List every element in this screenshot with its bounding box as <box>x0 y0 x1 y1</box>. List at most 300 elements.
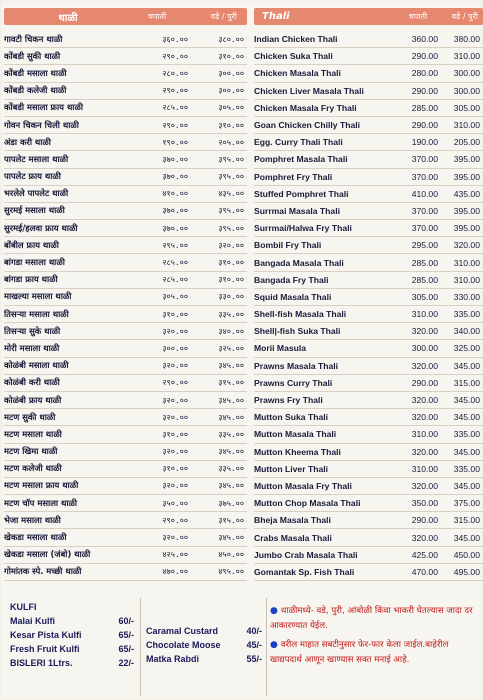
chapati-price: ३०५.०० <box>162 292 188 302</box>
chapati-price: 280.00 <box>411 68 438 79</box>
chapati-price: ४७०.०० <box>162 567 188 577</box>
vade-puri-price: ३९५.०० <box>218 223 244 233</box>
menu-row <box>254 203 483 220</box>
item-name: Mutton Kheema Thali <box>254 446 341 457</box>
item-name: भेजा मसाला थाळी <box>4 514 61 525</box>
menu-row <box>254 495 483 512</box>
menu-row <box>4 495 247 512</box>
vade-puri-price: 310.00 <box>453 274 480 285</box>
vade-puri-price: 305.00 <box>453 102 480 113</box>
item-name: कोंबडी कलेजी थाळी <box>4 85 67 96</box>
chapati-price: २९०.०० <box>162 51 188 61</box>
menu-row <box>254 48 483 65</box>
item-name: Shell-fish Masala Thali <box>254 309 347 320</box>
dessert-row <box>146 624 262 638</box>
chapati-price: 320.00 <box>411 326 438 337</box>
menu-row <box>254 323 483 340</box>
vade-puri-price: ३४५.०० <box>218 412 244 422</box>
chapati-price: 310.00 <box>411 463 438 474</box>
vade-puri-price: ३००.०० <box>218 86 244 96</box>
chapati-price: 470.00 <box>411 566 438 577</box>
item-name: Pomphret Fry Thali <box>254 171 333 182</box>
vade-puri-price: 380.00 <box>453 34 480 45</box>
item-name: Squid Masala Thali <box>254 291 332 302</box>
item-price: 65/- <box>118 644 134 654</box>
vade-puri-price: 395.00 <box>453 223 480 234</box>
item-price: 45/- <box>246 640 262 650</box>
vade-puri-price: ३१०.०० <box>218 258 244 268</box>
item-name: Chocolate Moose <box>146 640 221 650</box>
item-price: 55/- <box>246 654 262 664</box>
menu-row <box>4 392 247 409</box>
menu-row <box>254 220 483 237</box>
item-name: Prawns Fry Thali <box>254 395 323 406</box>
vade-puri-price: 335.00 <box>453 463 480 474</box>
chapati-price: ३००.०० <box>162 343 188 353</box>
chapati-price: 350.00 <box>411 498 438 509</box>
menu-row <box>4 117 247 134</box>
item-name: Bangada Fry Thali <box>254 274 329 285</box>
marathi-header-chapati: चपाती <box>147 12 167 21</box>
menu-row <box>254 237 483 254</box>
item-name: सुरमई/हलवा फ्राय थाळी <box>4 222 78 233</box>
vade-puri-price: 205.00 <box>453 137 480 148</box>
footer-section <box>4 598 483 698</box>
item-name: Egg. Curry Thali Thali <box>254 137 343 148</box>
vade-puri-price: ३३५.०० <box>218 309 244 319</box>
menu-row <box>4 529 247 546</box>
vade-puri-price: 310.00 <box>453 120 480 131</box>
chapati-price: ३१०.०० <box>162 429 188 439</box>
vade-puri-price: ३४५.०० <box>218 533 244 543</box>
dessert-row <box>146 638 262 652</box>
chapati-price: १९०.०० <box>162 137 188 147</box>
item-name: Bheja Masala Thali <box>254 515 331 526</box>
item-name: Prawns Masala Thali <box>254 360 339 371</box>
menu-row <box>4 169 247 186</box>
dessert-row <box>146 652 262 666</box>
item-name: Stuffed Pomphret Thali <box>254 188 349 199</box>
menu-row <box>4 426 247 443</box>
note-item <box>270 604 480 634</box>
menu-row <box>254 134 483 151</box>
vade-puri-price: 335.00 <box>453 309 480 320</box>
vade-puri-price: 340.00 <box>453 326 480 337</box>
vade-puri-price: 300.00 <box>453 85 480 96</box>
english-header <box>254 8 483 25</box>
chapati-price: 370.00 <box>411 154 438 165</box>
kulfi-row <box>10 628 134 642</box>
item-name: बांगडा मसाला थाळी <box>4 257 65 268</box>
kulfi-list <box>10 614 134 670</box>
vade-puri-price: 435.00 <box>453 188 480 199</box>
notes-section <box>270 604 480 672</box>
menu-row <box>4 48 247 65</box>
vade-puri-price: 300.00 <box>453 68 480 79</box>
chapati-price: 285.00 <box>411 257 438 268</box>
menu-row <box>254 272 483 289</box>
vade-puri-price: 395.00 <box>453 205 480 216</box>
item-name: कोंबडी मसाला थाळी <box>4 67 67 78</box>
chapati-price: 410.00 <box>411 188 438 199</box>
chapati-price: 295.00 <box>411 240 438 251</box>
vade-puri-price: ३३५.०० <box>218 429 244 439</box>
item-name: खेकडा मसाला (जंबो) थाळी <box>4 549 91 560</box>
english-header-chapati: चपाती <box>408 12 428 21</box>
chapati-price: 190.00 <box>411 137 438 148</box>
vade-puri-price: ३२०.०० <box>218 240 244 250</box>
item-name: Kesar Pista Kulfi <box>10 630 82 640</box>
item-name: Goan Chicken Chilly Thali <box>254 120 361 131</box>
item-name: Bombil Fry Thali <box>254 240 322 251</box>
menu-row <box>254 426 483 443</box>
menu-row <box>4 306 247 323</box>
marathi-thali-list <box>4 31 247 581</box>
item-price: 40/- <box>246 626 262 636</box>
chapati-price: ३७०.०० <box>162 206 188 216</box>
menu-row <box>4 547 247 564</box>
item-name: मटण चॉप मसाला थाळी <box>4 497 78 508</box>
item-name: तिसऱ्या मसाला थाळी <box>4 308 69 319</box>
marathi-header <box>4 8 247 25</box>
dessert-list <box>146 624 262 666</box>
english-header-title: Thali <box>262 11 290 22</box>
menu-row <box>254 529 483 546</box>
item-name: Gomantak Sp. Fish Thali <box>254 566 355 577</box>
vade-puri-price: 345.00 <box>453 446 480 457</box>
menu-row <box>4 83 247 100</box>
vade-puri-price: ३९५.०० <box>218 154 244 164</box>
menu-row <box>4 564 247 581</box>
item-name: मोरी मसाला थाळी <box>4 342 60 353</box>
chapati-price: 370.00 <box>411 171 438 182</box>
chapati-price: ३२०.०० <box>162 533 188 543</box>
vade-puri-price: ३३५.०० <box>218 464 244 474</box>
menu-row <box>254 100 483 117</box>
menu-page <box>2 2 481 698</box>
item-name: Bangada Masala Thali <box>254 257 344 268</box>
vade-puri-price: २०५.०० <box>218 137 244 147</box>
item-name: Mutton Masala Thali <box>254 429 337 440</box>
chapati-price: 290.00 <box>411 120 438 131</box>
chapati-price: ३२०.०० <box>162 481 188 491</box>
item-name: भरलेले पापलेट थाळी <box>4 188 69 199</box>
item-name: गावटी चिकन थाळी <box>4 33 63 44</box>
item-name: Fresh Fruit Kulfi <box>10 644 80 654</box>
vade-puri-price: ३२५.०० <box>218 343 244 353</box>
vade-puri-price: 375.00 <box>453 498 480 509</box>
vade-puri-price: ३४०.०० <box>218 326 244 336</box>
menu-row <box>4 65 247 82</box>
chapati-price: २९०.०० <box>162 515 188 525</box>
item-name: Pomphret Masala Thali <box>254 154 348 165</box>
item-name: मटण खिमा थाळी <box>4 446 58 457</box>
bullet-icon: ● <box>270 606 278 616</box>
vade-puri-price: ३०५.०० <box>218 103 244 113</box>
chapati-price: ३७०.०० <box>162 172 188 182</box>
menu-row <box>4 323 247 340</box>
vade-puri-price: 315.00 <box>453 377 480 388</box>
item-name: मटण मसाला थाळी <box>4 428 62 439</box>
chapati-price: 320.00 <box>411 412 438 423</box>
menu-row <box>4 254 247 271</box>
note-text: थाळीमध्ये- वडे, पुरी, आंबोळी किंवा भाकरी घेतल्यास जादा दर आकारण्यात येईल. <box>270 606 473 631</box>
menu-row <box>254 254 483 271</box>
chapati-price: ३२०.०० <box>162 361 188 371</box>
menu-row <box>254 65 483 82</box>
menu-row <box>4 340 247 357</box>
chapati-price: ३६०.०० <box>162 34 188 44</box>
menu-row <box>4 272 247 289</box>
menu-row <box>4 31 247 48</box>
menu-row <box>4 461 247 478</box>
kulfi-section <box>10 602 134 670</box>
item-name: बोंबील फ्राय थाळी <box>4 239 59 250</box>
item-name: Chicken Suka Thali <box>254 51 333 62</box>
vade-puri-price: ३४५.०० <box>218 481 244 491</box>
item-name: सुरमई मसाला थाळी <box>4 205 65 216</box>
chapati-price: 320.00 <box>411 360 438 371</box>
item-name: Mutton Liver Thali <box>254 463 328 474</box>
item-name: मटण कलेजी थाळी <box>4 463 62 474</box>
menu-row <box>4 478 247 495</box>
item-name: मटण सुकी थाळी <box>4 411 56 422</box>
item-name: कोळंबी करी थाळी <box>4 377 60 388</box>
vade-puri-price: 335.00 <box>453 429 480 440</box>
chapati-price: ३१०.०० <box>162 309 188 319</box>
chapati-price: २८०.०० <box>162 68 188 78</box>
item-name: कोंबडी सुकी थाळी <box>4 50 61 61</box>
item-name: Malai Kulfi <box>10 616 56 626</box>
marathi-header-title: थाळी <box>58 12 78 24</box>
menu-row <box>254 117 483 134</box>
item-name: Chicken Masala Fry Thali <box>254 102 357 113</box>
menu-row <box>254 375 483 392</box>
item-price: 60/- <box>118 616 134 626</box>
vade-puri-price: 495.00 <box>453 566 480 577</box>
vade-puri-price: 345.00 <box>453 532 480 543</box>
menu-row <box>254 409 483 426</box>
menu-row <box>4 220 247 237</box>
vade-puri-price: 315.00 <box>453 515 480 526</box>
menu-row <box>254 564 483 581</box>
vade-puri-price: 395.00 <box>453 154 480 165</box>
chapati-price: 290.00 <box>411 515 438 526</box>
vade-puri-price: ३९५.०० <box>218 206 244 216</box>
item-name: बांगडा फ्राय थाळी <box>4 274 58 285</box>
menu-row <box>254 169 483 186</box>
menu-row <box>254 340 483 357</box>
item-name: Prawns Curry Thali <box>254 377 333 388</box>
vade-puri-price: ३९५.०० <box>218 172 244 182</box>
item-name: Jumbo Crab Masala Thali <box>254 549 358 560</box>
menu-row <box>254 306 483 323</box>
vade-puri-price: ३१०.०० <box>218 51 244 61</box>
chapati-price: २९०.०० <box>162 120 188 130</box>
menu-row <box>4 358 247 375</box>
note-item <box>270 638 480 668</box>
item-name: माखल्या मसाला थाळी <box>4 291 72 302</box>
vade-puri-price: 320.00 <box>453 240 480 251</box>
item-name: Morii Masula <box>254 343 307 354</box>
chapati-price: ३७०.०० <box>162 154 188 164</box>
menu-row <box>4 186 247 203</box>
chapati-price: ३७०.०० <box>162 223 188 233</box>
item-name: Indian Chicken Thali <box>254 34 338 45</box>
vade-puri-price: ३४५.०० <box>218 395 244 405</box>
kulfi-row <box>10 614 134 628</box>
vade-puri-price: ३१०.०० <box>218 120 244 130</box>
chapati-price: 425.00 <box>411 549 438 560</box>
vade-puri-price: ३७५.०० <box>218 498 244 508</box>
chapati-price: 285.00 <box>411 102 438 113</box>
kulfi-title: KULFI <box>10 602 37 612</box>
vade-puri-price: ३४५.०० <box>218 447 244 457</box>
footer-divider <box>266 598 267 696</box>
chapati-price: ३१०.०० <box>162 464 188 474</box>
menu-row <box>4 203 247 220</box>
menu-row <box>254 547 483 564</box>
bullet-icon: ● <box>270 640 278 650</box>
item-name: पापलेट मसाला थाळी <box>4 153 69 164</box>
menu-row <box>254 83 483 100</box>
chapati-price: 310.00 <box>411 309 438 320</box>
item-name: तिसऱ्या सुके थाळी <box>4 325 61 336</box>
item-name: Caramal Custard <box>146 626 219 636</box>
kulfi-row <box>10 656 134 670</box>
menu-row <box>254 478 483 495</box>
item-name: Surrmai/Halwa Fry Thali <box>254 223 352 234</box>
english-thali-column <box>254 8 483 581</box>
chapati-price: 300.00 <box>411 343 438 354</box>
menu-row <box>254 186 483 203</box>
vade-puri-price: ३१५.०० <box>218 515 244 525</box>
item-name: Mutton Masala Fry Thali <box>254 480 352 491</box>
vade-puri-price: ३१०.०० <box>218 275 244 285</box>
menu-row <box>254 31 483 48</box>
item-name: अंडा करी थाळी <box>4 136 51 147</box>
menu-row <box>4 100 247 117</box>
item-name: Mutton Chop Masala Thali <box>254 498 361 509</box>
chapati-price: २९०.०० <box>162 86 188 96</box>
english-thali-list <box>254 31 483 581</box>
chapati-price: 285.00 <box>411 274 438 285</box>
kulfi-row <box>10 642 134 656</box>
item-name: कोंबडी मसाला फ्राय थाळी <box>4 102 84 113</box>
item-price: 65/- <box>118 630 134 640</box>
vade-puri-price: 330.00 <box>453 291 480 302</box>
vade-puri-price: 345.00 <box>453 480 480 491</box>
vade-puri-price: 325.00 <box>453 343 480 354</box>
menu-row <box>254 461 483 478</box>
chapati-price: २९०.०० <box>162 378 188 388</box>
vade-puri-price: 345.00 <box>453 412 480 423</box>
chapati-price: 320.00 <box>411 446 438 457</box>
vade-puri-price: ३३०.०० <box>218 292 244 302</box>
item-name: Mutton Suka Thali <box>254 412 328 423</box>
chapati-price: ४१०.०० <box>162 189 188 199</box>
menu-row <box>4 289 247 306</box>
item-name: खेकडा मसाला थाळी <box>4 532 67 543</box>
chapati-price: 290.00 <box>411 51 438 62</box>
vade-puri-price: 345.00 <box>453 360 480 371</box>
chapati-price: 360.00 <box>411 34 438 45</box>
menu-row <box>254 289 483 306</box>
item-name: गोवन चिकन चिली थाळी <box>4 119 79 130</box>
chapati-price: 320.00 <box>411 480 438 491</box>
vade-puri-price: 345.00 <box>453 395 480 406</box>
menu-row <box>4 409 247 426</box>
menu-row <box>254 444 483 461</box>
vade-puri-price: ४३५.०० <box>218 189 244 199</box>
menu-row <box>4 151 247 168</box>
chapati-price: 290.00 <box>411 377 438 388</box>
chapati-price: ३२०.०० <box>162 395 188 405</box>
menu-row <box>4 375 247 392</box>
chapati-price: २८५.०० <box>162 258 188 268</box>
menu-row <box>4 444 247 461</box>
vade-puri-price: ३००.०० <box>218 68 244 78</box>
chapati-price: 320.00 <box>411 532 438 543</box>
chapati-price: 370.00 <box>411 205 438 216</box>
chapati-price: ४२५.०० <box>162 550 188 560</box>
menu-row <box>4 512 247 529</box>
chapati-price: २८५.०० <box>162 103 188 113</box>
item-name: पापलेट फ्राय थाळी <box>4 171 61 182</box>
marathi-header-vade-puri: वडे / पुरी <box>210 12 237 21</box>
chapati-price: ३२०.०० <box>162 412 188 422</box>
chapati-price: 305.00 <box>411 291 438 302</box>
vade-puri-price: ३४५.०० <box>218 361 244 371</box>
footer-divider <box>140 598 141 696</box>
note-text: वरील माहात सबटीनुसार फेर-फार केला जाईल.बाहेरील खाद्यपदार्थ आणून खाण्यास सक्त मनाई आहे. <box>270 640 449 665</box>
item-name: BISLERI 1Ltrs. <box>10 658 73 668</box>
vade-puri-price: ३१५.०० <box>218 378 244 388</box>
item-name: Surrmai Masala Thali <box>254 205 340 216</box>
item-name: Crabs Masala Thali <box>254 532 332 543</box>
chapati-price: 310.00 <box>411 429 438 440</box>
item-name: Shell|-fish Suka Thali <box>254 326 341 337</box>
marathi-thali-column <box>4 8 247 581</box>
vade-puri-price: 310.00 <box>453 51 480 62</box>
menu-row <box>254 151 483 168</box>
item-name: Chicken Liver Masala Thali <box>254 85 364 96</box>
chapati-price: २८५.०० <box>162 275 188 285</box>
english-header-vade-puri: वडे / पुरी <box>451 12 478 21</box>
item-name: मटण मसाला फ्राय थाळी <box>4 480 79 491</box>
item-name: कोळंबी फ्राय थाळी <box>4 394 62 405</box>
item-name: कोळंबी मसाला थाळी <box>4 360 69 371</box>
vade-puri-price: 310.00 <box>453 257 480 268</box>
menu-row <box>4 237 247 254</box>
chapati-price: 320.00 <box>411 395 438 406</box>
vade-puri-price: 450.00 <box>453 549 480 560</box>
vade-puri-price: ४९५.०० <box>218 567 244 577</box>
menu-row <box>254 392 483 409</box>
menu-row <box>254 512 483 529</box>
chapati-price: ३२०.०० <box>162 326 188 336</box>
item-name: Chicken Masala Thali <box>254 68 341 79</box>
chapati-price: ३५०.०० <box>162 498 188 508</box>
item-name: Matka Rabdi <box>146 654 200 664</box>
menu-row <box>254 358 483 375</box>
item-price: 22/- <box>118 658 134 668</box>
chapati-price: २९५.०० <box>162 240 188 250</box>
chapati-price: 290.00 <box>411 85 438 96</box>
vade-puri-price: ३८०.०० <box>218 34 244 44</box>
menu-row <box>4 134 247 151</box>
item-name: गोमांतक स्पे. मच्छी थाळी <box>4 566 82 577</box>
